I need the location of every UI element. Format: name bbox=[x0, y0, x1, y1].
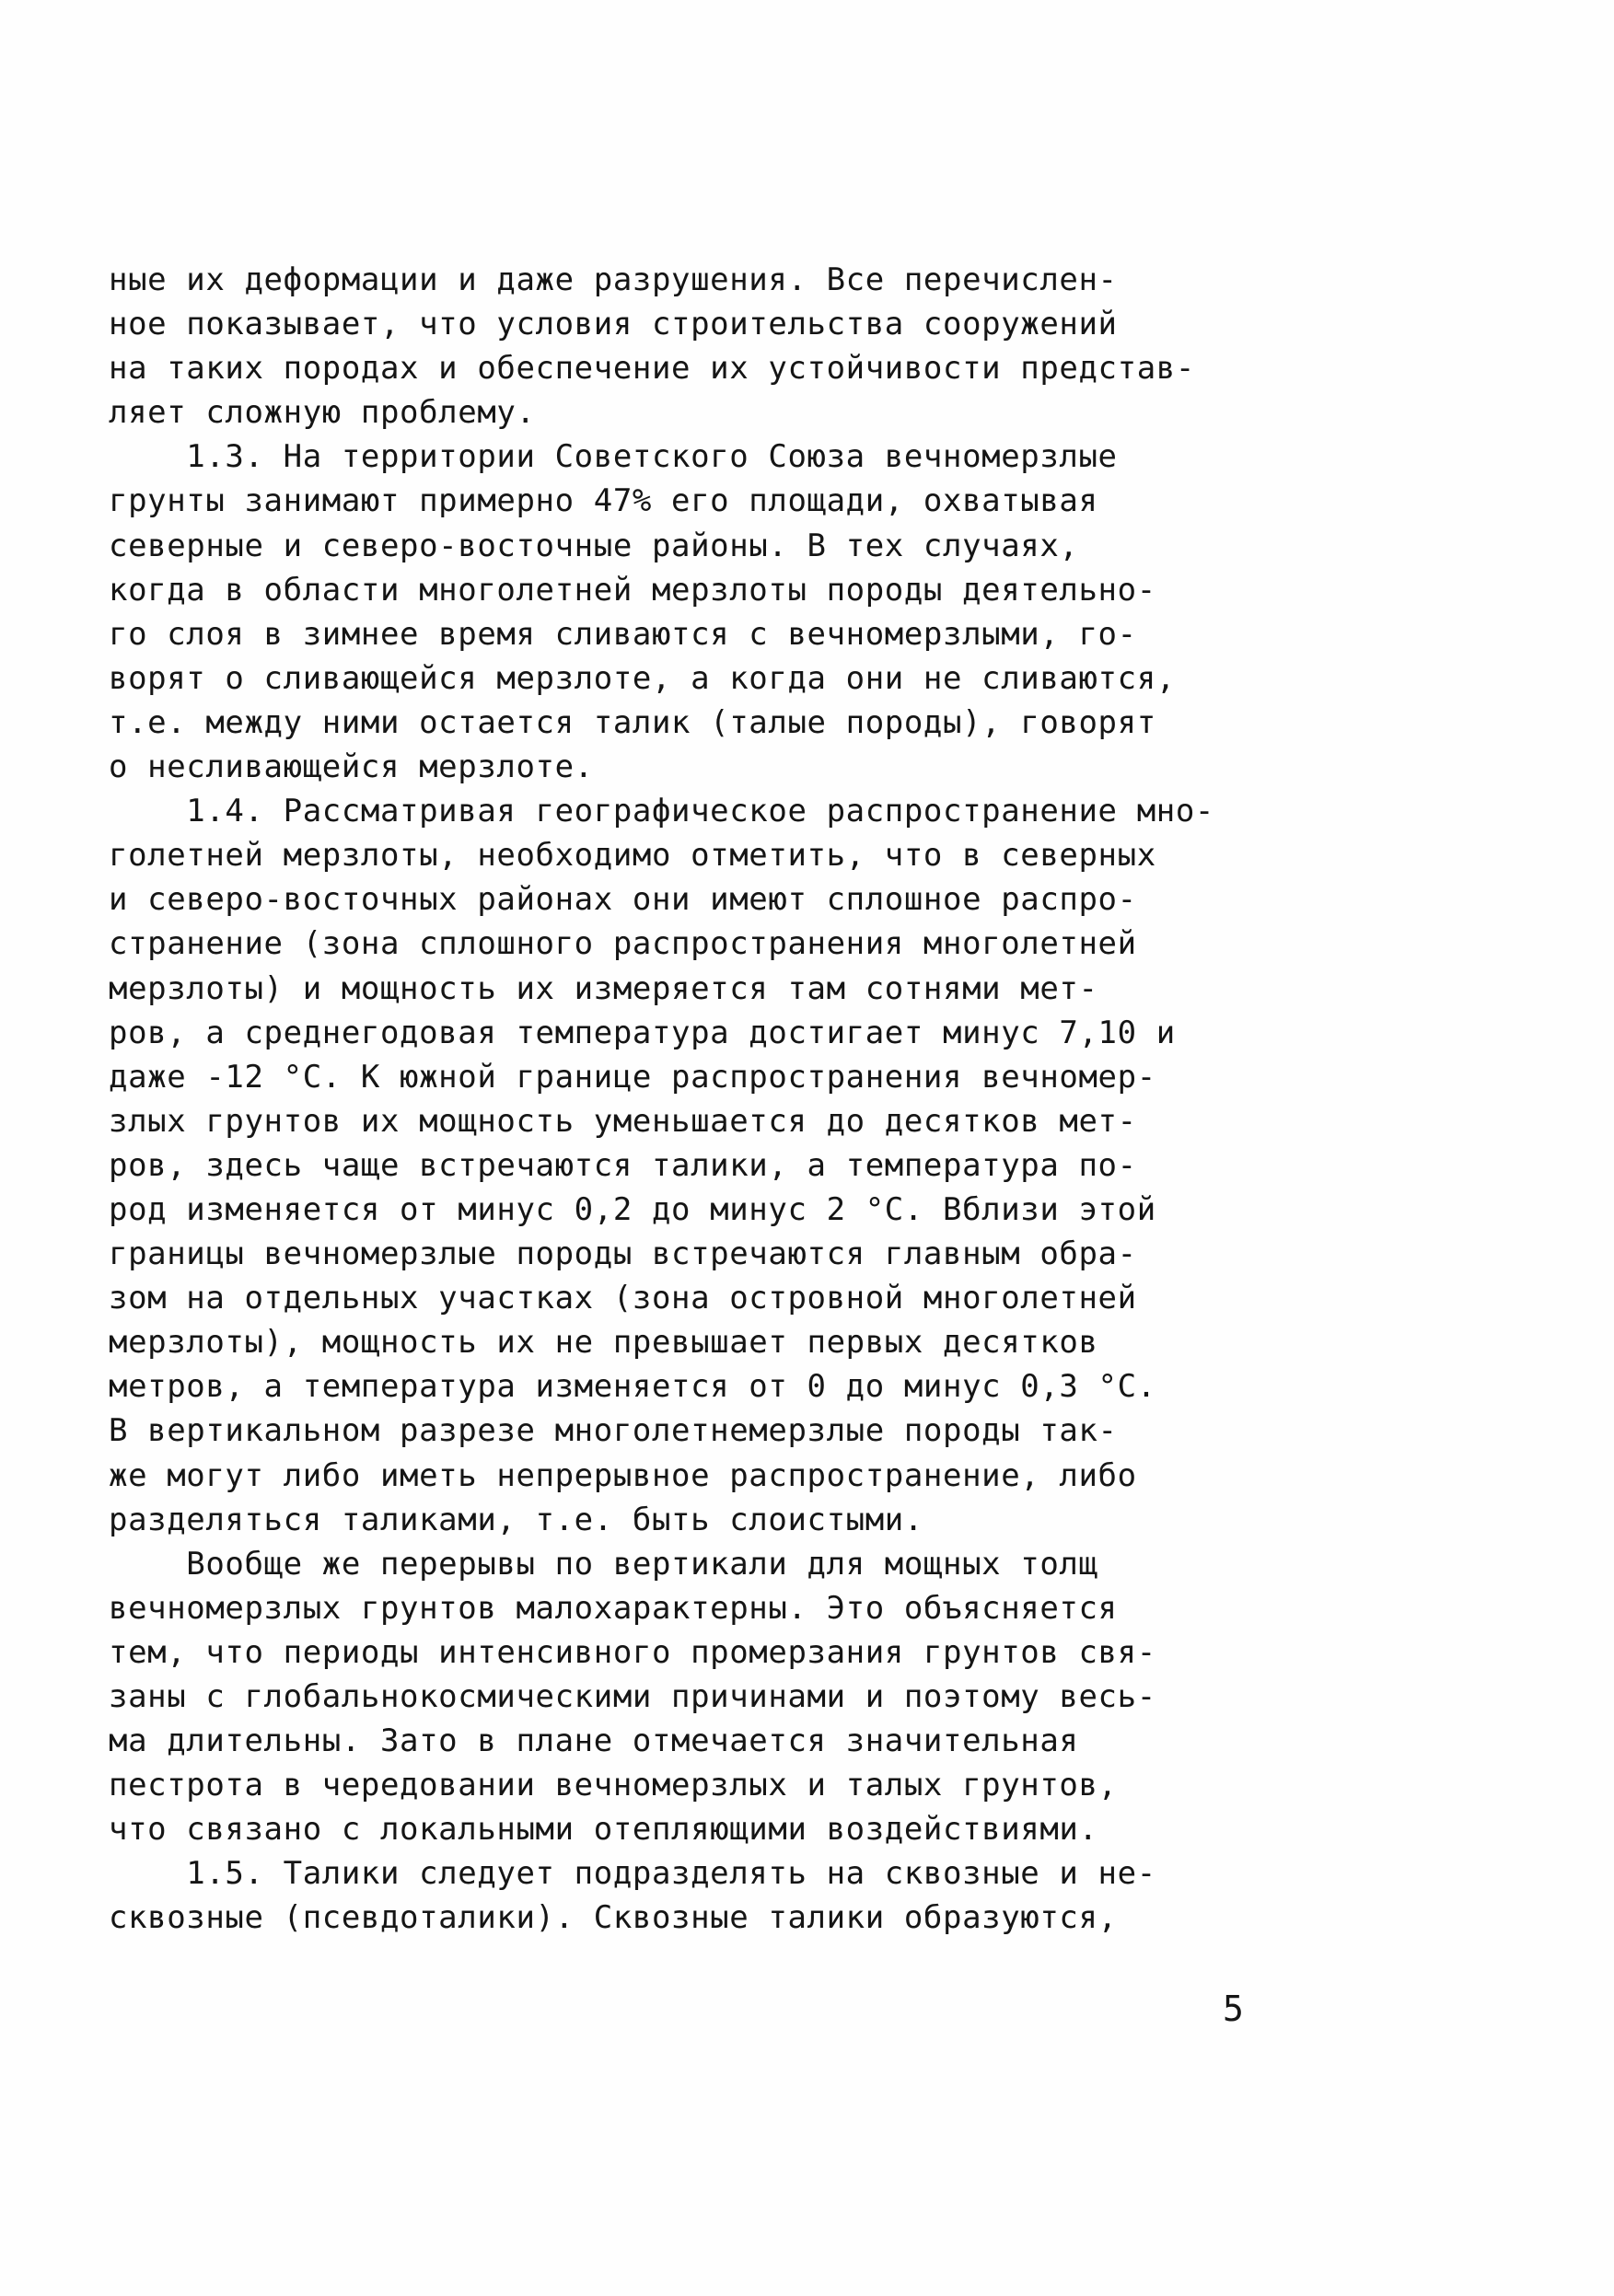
text-line: заны с глобальнокосмическими причинами и поэтому весь- bbox=[109, 1678, 1156, 1715]
text-line: ные их деформации и даже разрушения. Все перечислен- bbox=[109, 261, 1118, 298]
text-line: на таких породах и обеспечение их устойчивости представ- bbox=[109, 350, 1195, 388]
text-line: мерзлоты) и мощность их измеряется там сотнями мет- bbox=[109, 969, 1098, 1007]
text-line: пестрота в чередовании вечномерзлых и талых грунтов, bbox=[109, 1767, 1118, 1804]
text-line: тем, что периоды интенсивного промерзания грунтов свя- bbox=[109, 1633, 1156, 1671]
text-line: Вообще же перерывы по вертикали для мощных толщ bbox=[109, 1545, 1098, 1583]
text-line: и северо-восточных районах они имеют сплошное распро- bbox=[109, 881, 1137, 919]
text-line: зом на отдельных участках (зона островной многолетней bbox=[109, 1280, 1137, 1317]
text-line: когда в области многолетней мерзлоты породы деятельно- bbox=[109, 571, 1156, 609]
text-line: ров, здесь чаще встречаются талики, а температура по- bbox=[109, 1146, 1137, 1184]
text-line: т.е. между ними остается талик (талые породы), говорят bbox=[109, 703, 1156, 741]
body-text bbox=[109, 258, 1347, 1941]
text-line: странение (зона сплошного распространения многолетней bbox=[109, 925, 1137, 963]
text-line: разделяться таликами, т.е. быть слоистыми. bbox=[109, 1501, 923, 1538]
text-line: го слоя в зимнее время сливаются с вечномерзлыми, го- bbox=[109, 615, 1137, 653]
text-line: грунты занимают примерно 47% его площади, охватывая bbox=[109, 482, 1098, 520]
text-line: же могут либо иметь непрерывное распространение, либо bbox=[109, 1456, 1137, 1494]
text-line: 1.3. На территории Советского Союза вечномерзлые bbox=[109, 438, 1118, 476]
text-line: что связано с локальными отепляющими воздействиями. bbox=[109, 1811, 1098, 1849]
text-line: злых грунтов их мощность уменьшается до десятков мет- bbox=[109, 1102, 1137, 1140]
text-line: мерзлоты), мощность их не превышает первых десятков bbox=[109, 1324, 1098, 1362]
text-line: даже -12 °С. К южной границе распространения вечномер- bbox=[109, 1058, 1156, 1096]
text-line: 1.4. Рассматривая географическое распространение мно- bbox=[109, 793, 1214, 830]
text-line: северные и северо-восточные районы. В тех случаях, bbox=[109, 527, 1079, 564]
text-line: о несливающейся мерзлоте. bbox=[109, 748, 594, 786]
text-line: метров, а температура изменяется от 0 до минус 0,3 °С. bbox=[109, 1368, 1156, 1406]
text-line: сквозные (псевдоталики). Сквозные талики образуются, bbox=[109, 1899, 1118, 1937]
text-line: ляет сложную проблему. bbox=[109, 394, 536, 432]
text-line: голетней мерзлоты, необходимо отметить, что в северных bbox=[109, 837, 1156, 875]
text-line: ное показывает, что условия строительства сооружений bbox=[109, 306, 1118, 343]
text-line: вечномерзлых грунтов малохарактерны. Это объясняется bbox=[109, 1589, 1118, 1627]
text-line: В вертикальном разрезе многолетнемерзлые породы так- bbox=[109, 1412, 1118, 1450]
page-number: 5 bbox=[1223, 1989, 1244, 2029]
text-line: границы вечномерзлые породы встречаются главным обра- bbox=[109, 1235, 1137, 1273]
text-line: род изменяется от минус 0,2 до минус 2 °С. Вблизи этой bbox=[109, 1190, 1156, 1228]
text-line: ма длительны. Зато в плане отмечается значительная bbox=[109, 1722, 1079, 1760]
text-line: ров, а среднегодовая температура достигает минус 7,10 и bbox=[109, 1014, 1176, 1051]
text-line: ворят о сливающейся мерзлоте, а когда они не сливаются, bbox=[109, 659, 1176, 697]
text-line: 1.5. Талики следует подразделять на сквозные и не- bbox=[109, 1855, 1156, 1893]
